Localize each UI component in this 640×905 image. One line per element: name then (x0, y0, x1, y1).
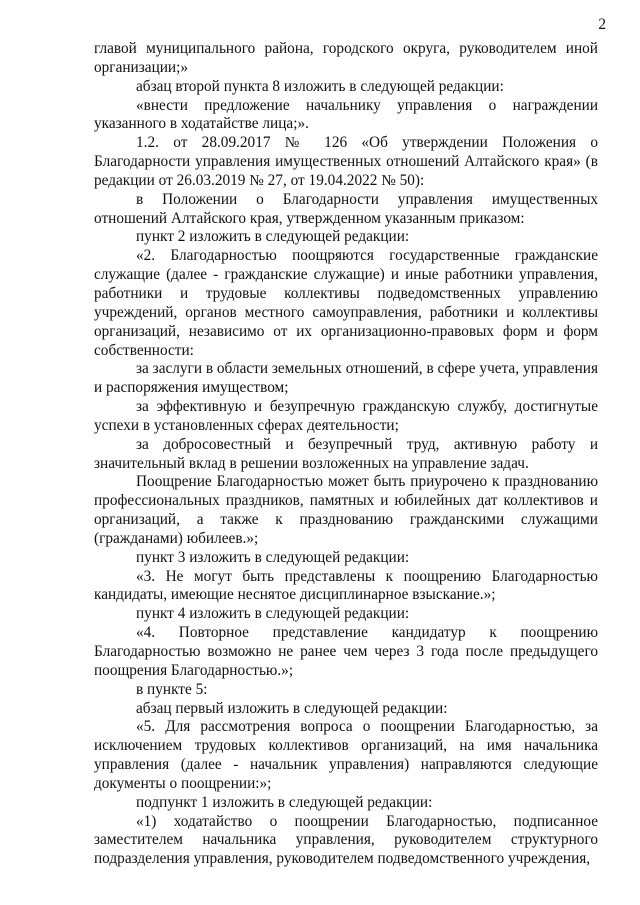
paragraph: Поощрение Благодарностью может быть приурочено к празднованию профессиональных праздников, памятных и юбилейных дат коллективов и организаций, а также к празднованию гражданскими служащими (гражданами) юбилеев.»; (94, 473, 598, 547)
page-number: 2 (598, 16, 606, 33)
paragraph: главой муниципального района, городского округа, руководителем иной организации;» (94, 40, 598, 76)
paragraph: пункт 4 изложить в следующей редакции: (136, 605, 410, 623)
paragraph: «1) ходатайство о поощрении Благодарностью, подписанное заместителем начальника управления, руководителем структурного подразделения управления, руководителем подведомственного учреждения, (94, 812, 598, 868)
paragraph: «5. Для рассмотрения вопроса о поощрении Благодарностью, за исключением трудовых коллективов организаций, на имя начальника управления (далее - начальник управления) направляются следующие документы о поощрении:»; (94, 718, 598, 792)
paragraph: пункт 2 изложить в следующей редакции: (136, 228, 410, 246)
paragraph: абзац второй пункта 8 изложить в следующей редакции: (136, 77, 504, 95)
paragraph: «2. Благодарностью поощряются государственные гражданские служащие (далее - гражданские служащие) и иные работники управления, работники и трудовые коллективы подведомственных управлению учреждений, органов местного самоуправления, работники и коллективы организаций, независимо от их организационно-правовых форм и форм собственности: (94, 247, 598, 359)
paragraph: «4. Повторное представление кандидатур к поощрению Благодарностью возможно не ранее чем через 3 года после предыдущего поощрения Благодарностью.»; (94, 624, 598, 679)
paragraph: в Положении о Благодарности управления имущественных отношений Алтайского края, утвержденном указанным приказом: (94, 190, 598, 227)
paragraph: за заслуги в области земельных отношений, в сфере учета, управления и распоряжения имуществом; (94, 360, 598, 397)
paragraph: «3. Не могут быть представлены к поощрению Благодарностью кандидаты, имеющие неснятое дисциплинарное взыскание.»; (94, 567, 598, 604)
paragraph: в пункте 5: (136, 680, 208, 698)
paragraph: подпункт 1 изложить в следующей редакции: (136, 793, 433, 811)
paragraph: за добросовестный и безупречный труд, активную работу и значительный вклад в решении возложенных на управление задач. (94, 435, 598, 472)
document-body (94, 40, 598, 869)
paragraph: за эффективную и безупречную гражданскую службу, достигнутые успехи в установленных сферах деятельности; (94, 398, 598, 434)
paragraph: «внести предложение начальнику управления о награждении указанного в ходатайстве лица;». (94, 96, 598, 133)
paragraph: абзац первый изложить в следующей редакции: (136, 699, 448, 717)
paragraph: 1.2. от 28.09.2017 № 126 «Об утверждении Положения о Благодарности управления имущественных отношений Алтайского края» (в редакции от 26.03.2019 № 27, от 19.04.2022 № 50): (94, 134, 598, 189)
paragraph: пункт 3 изложить в следующей редакции: (136, 548, 410, 566)
